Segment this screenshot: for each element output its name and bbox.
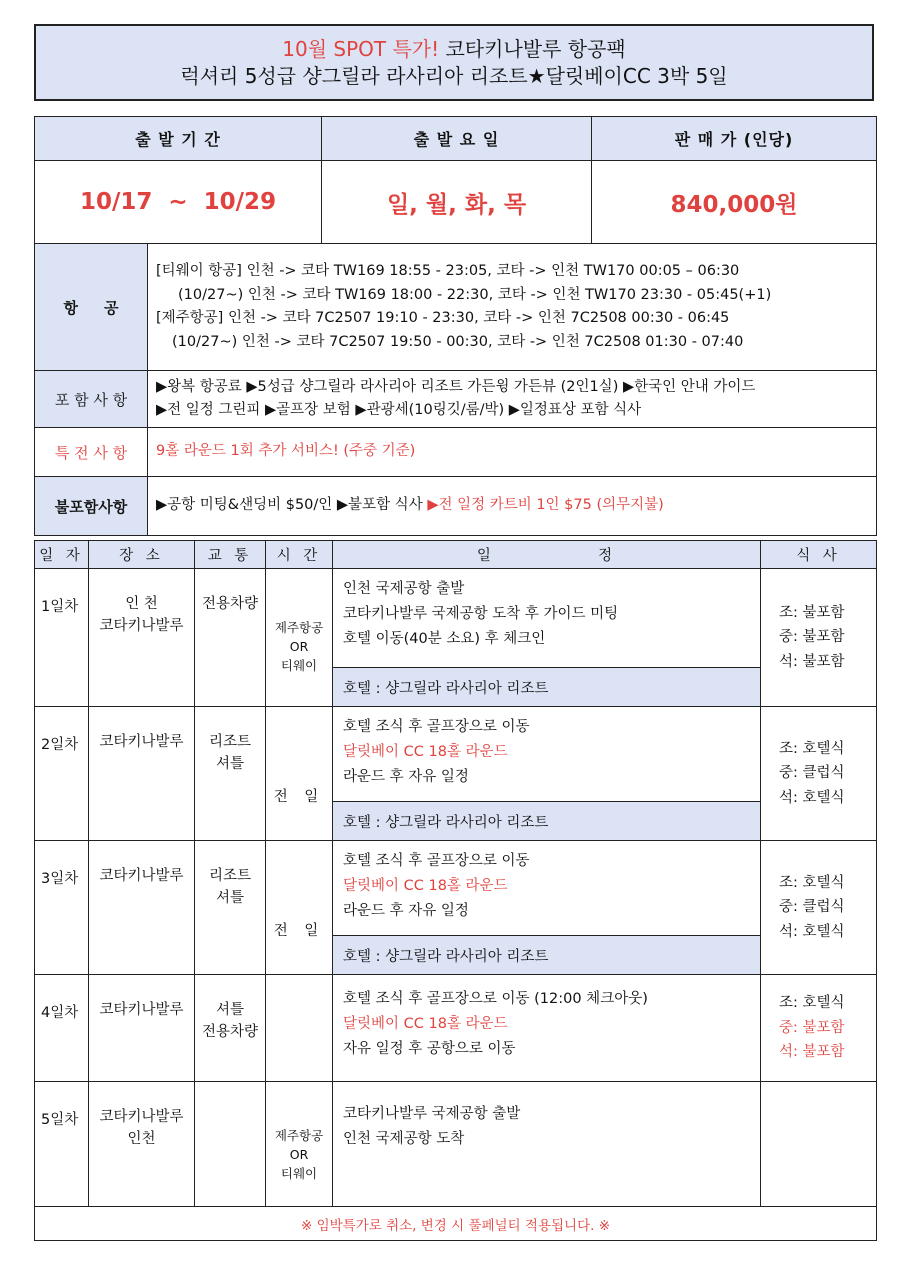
special-info: 9홀 라운드 1회 추가 서비스! (주중 기준) (148, 428, 877, 477)
price: 840,000원 (592, 161, 877, 244)
penalty-notice: ※ 임박특가로 취소, 변경 시 풀페널티 적용됩니다. ※ (35, 1207, 877, 1241)
place-line: 코타키나발루 (99, 1002, 184, 1018)
day-row (35, 707, 877, 802)
day-label: 1일차 (35, 569, 89, 707)
time-line: 제주항공 (274, 1127, 324, 1143)
schedule-line-golf: 달릿베이 CC 18홀 라운드 (343, 878, 508, 894)
place-line: 코타키나발루 (99, 734, 184, 750)
transport-line: 셔틀 (215, 756, 244, 772)
header-days: 출 발 요 일 (322, 117, 592, 161)
schedule-line: 인천 국제공항 도착 (343, 1131, 465, 1147)
header-schedule: 일 정 (333, 541, 761, 569)
transport-line: 전용차량 (201, 1024, 259, 1040)
meal-lunch: 중: 클럽식 (779, 899, 845, 916)
summary-header-row (35, 117, 877, 161)
meal-lunch: 중: 불포함 (779, 629, 845, 646)
meal-breakfast: 조: 호텔식 (779, 740, 845, 757)
transport-line: 리조트 (208, 734, 252, 750)
title-promo: 10월 SPOT 특가! (282, 37, 440, 61)
day-meals (761, 569, 877, 707)
meal-dinner: 석: 호텔식 (779, 789, 845, 806)
day-meals (761, 975, 877, 1082)
header-time: 시 간 (266, 541, 333, 569)
header-price: 판 매 가 (인당) (592, 117, 877, 161)
day-place (89, 841, 195, 975)
header-transport: 교 통 (195, 541, 266, 569)
day-time (266, 841, 333, 975)
title-line1 (36, 36, 872, 62)
day-time (266, 975, 333, 1082)
flight-info (148, 244, 877, 371)
day-row (35, 569, 877, 668)
departure-days: 일, 월, 화, 목 (322, 161, 592, 244)
header-meals: 식 사 (761, 541, 877, 569)
excluded-text-mandatory: ▶전 일정 카트비 1인 $75 (의무지불) (427, 497, 664, 514)
title-line2: 럭셔리 5성급 샹그릴라 라사리아 리조트★달릿베이CC 3박 5일 (180, 64, 728, 88)
transport-line: 전용차량 (201, 596, 259, 612)
transport-line: 셔틀 (215, 1002, 244, 1018)
meal-lunch: 중: 클럽식 (779, 765, 845, 782)
schedule-line: 코타키나발루 국제공항 출발 (343, 1106, 521, 1122)
day-label: 2일차 (35, 707, 89, 841)
flight-line: [티웨이 항공] 인천 -> 코타 TW169 18:55 - 23:05, 코타 -> 인천 TW170 00:05 – 06:30 (156, 263, 740, 279)
time-line: 제주항공 (274, 620, 324, 635)
transport-line: 리조트 (208, 868, 252, 884)
summary-table (34, 116, 877, 536)
day-meals (761, 707, 877, 841)
day-time (266, 1082, 333, 1207)
departure-period: 10/17 ~ 10/29 (35, 161, 322, 244)
meal-breakfast: 조: 불포함 (779, 604, 845, 621)
summary-value-row (35, 161, 877, 244)
day-transport (195, 841, 266, 975)
itinerary-table (34, 540, 877, 1241)
day-schedule (333, 707, 761, 802)
day-label: 4일차 (35, 975, 89, 1082)
meal-lunch: 중: 불포함 (779, 1019, 845, 1036)
meal-dinner: 석: 호텔식 (779, 923, 845, 940)
day-place (89, 975, 195, 1082)
day-transport (195, 569, 266, 707)
day-transport (195, 1082, 266, 1207)
schedule-line: 자유 일정 후 공항으로 이동 (343, 1041, 516, 1057)
schedule-line: 코타키나발루 국제공항 도착 후 가이드 미팅 (343, 606, 619, 622)
header-period: 출 발 기 간 (35, 117, 322, 161)
time-line: OR (289, 1146, 309, 1162)
place-line: 코타키나발루 (99, 618, 184, 634)
included-row (35, 371, 877, 428)
schedule-line: 라운드 후 자유 일정 (343, 903, 469, 919)
day-row (35, 975, 877, 1082)
place-line: 인천 (127, 1131, 156, 1147)
day-schedule (333, 841, 761, 936)
schedule-line: 호텔 조식 후 골프장으로 이동 (12:00 체크아웃) (343, 991, 648, 1007)
day-transport (195, 975, 266, 1082)
meal-breakfast: 조: 호텔식 (779, 874, 845, 891)
day-hotel: 호텔 : 샹그릴라 라사리아 리조트 (333, 668, 761, 707)
schedule-line-golf: 달릿베이 CC 18홀 라운드 (343, 1016, 508, 1032)
day-place (89, 1082, 195, 1207)
day-schedule (333, 569, 761, 668)
included-line: ▶전 일정 그린피 ▶골프장 보험 ▶관광세(10링깃/룸/박) ▶일정표상 포함 식사 (156, 402, 642, 418)
day-place (89, 569, 195, 707)
meal-breakfast: 조: 호텔식 (779, 995, 845, 1012)
itinerary-header-row (35, 541, 877, 569)
day-time (266, 707, 333, 841)
schedule-line: 인천 국제공항 출발 (343, 581, 465, 597)
place-line: 인 천 (125, 596, 158, 612)
schedule-line-golf: 달릿베이 CC 18홀 라운드 (343, 744, 508, 760)
transport-line: 셔틀 (215, 890, 244, 906)
flight-line: (10/27~) 인천 -> 코타 TW169 18:00 - 22:30, 코타 -> 인천 TW170 23:30 - 05:45(+1) (178, 286, 772, 303)
meal-dinner: 석: 불포함 (779, 1044, 845, 1061)
meal-dinner: 석: 불포함 (779, 653, 845, 670)
included-info (148, 371, 877, 428)
day-row (35, 841, 877, 936)
day-time (266, 569, 333, 707)
place-line: 코타키나발루 (99, 1109, 184, 1125)
day-label: 3일차 (35, 841, 89, 975)
time-line: OR (289, 639, 309, 654)
day-schedule (333, 1082, 761, 1207)
excluded-info (148, 477, 877, 536)
notice-row (35, 1207, 877, 1241)
included-line: ▶왕복 항공료 ▶5성급 샹그릴라 라사리아 리조트 가든윙 가든뷰 (2인1실) ▶한국인 안내 가이드 (156, 378, 756, 395)
header-day: 일 자 (35, 541, 89, 569)
day-hotel: 호텔 : 샹그릴라 라사리아 리조트 (333, 936, 761, 975)
day-hotel: 호텔 : 샹그릴라 라사리아 리조트 (333, 802, 761, 841)
schedule-line: 라운드 후 자유 일정 (343, 769, 469, 785)
flight-row (35, 244, 877, 371)
time-line: 티웨이 (280, 658, 318, 673)
excluded-label: 불포함사항 (35, 477, 148, 536)
title-box (34, 24, 874, 101)
time-line: 티웨이 (280, 1165, 318, 1181)
day-row (35, 1082, 877, 1207)
flight-line: (10/27~) 인천 -> 코타 7C2507 19:50 - 00:30, 코타 -> 인천 7C2508 01:30 - 07:40 (172, 333, 744, 350)
header-place: 장 소 (89, 541, 195, 569)
day-label: 5일차 (35, 1082, 89, 1207)
day-place (89, 707, 195, 841)
flight-label: 항 공 (35, 244, 148, 371)
day-meals (761, 841, 877, 975)
time-line: 전 일 (273, 923, 325, 939)
place-line: 코타키나발루 (99, 868, 184, 884)
title-product: 코타키나발루 항공팩 (445, 37, 626, 61)
day-meals (761, 1082, 877, 1207)
special-label: 특 전 사 항 (35, 428, 148, 477)
time-line: 전 일 (273, 789, 325, 805)
day-transport (195, 707, 266, 841)
schedule-line: 호텔 이동(40분 소요) 후 체크인 (343, 631, 546, 647)
included-label: 포 함 사 항 (35, 371, 148, 428)
special-row (35, 428, 877, 477)
flight-line: [제주항공] 인천 -> 코타 7C2507 19:10 - 23:30, 코타 -> 인천 7C2508 00:30 - 06:45 (156, 310, 730, 326)
schedule-line: 호텔 조식 후 골프장으로 이동 (343, 719, 530, 735)
excluded-row (35, 477, 877, 536)
day-schedule (333, 975, 761, 1082)
excluded-text: ▶공항 미팅&샌딩비 $50/인 ▶불포함 식사 (156, 497, 428, 514)
schedule-line: 호텔 조식 후 골프장으로 이동 (343, 853, 530, 869)
